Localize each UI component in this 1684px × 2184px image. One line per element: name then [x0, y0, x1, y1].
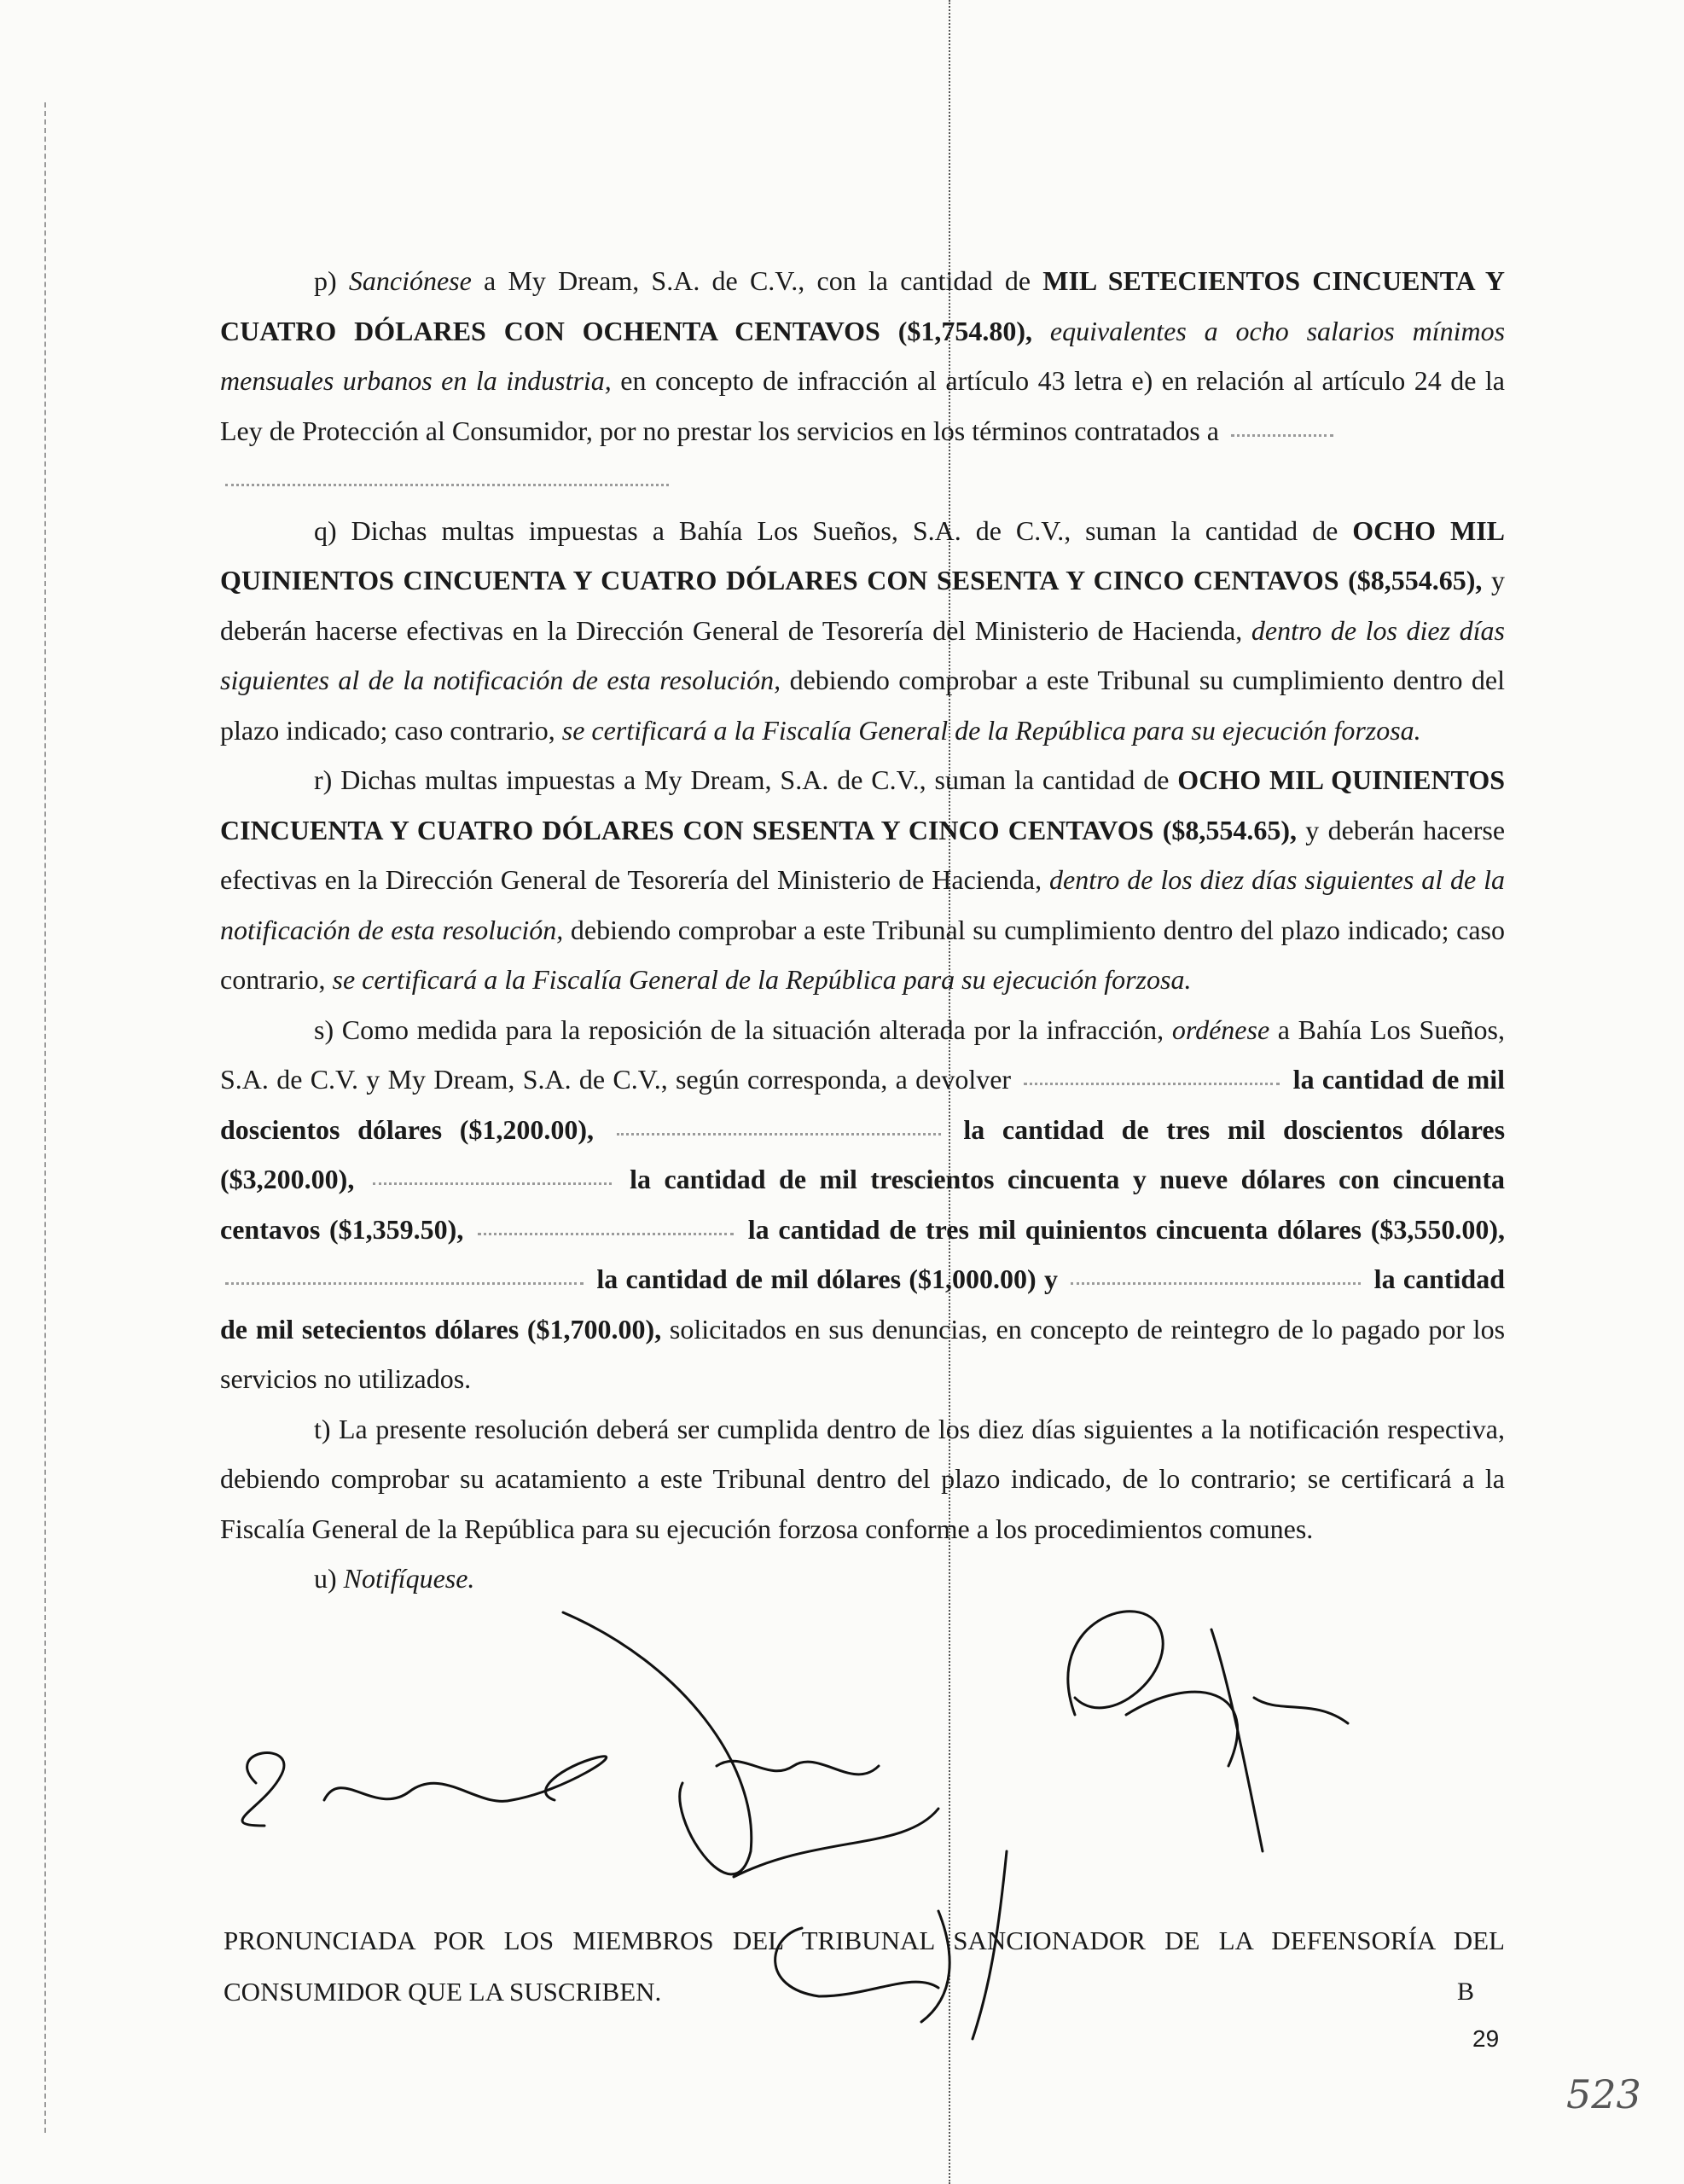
redacted-name: [373, 1179, 612, 1185]
sanction-verb: Sanciónese: [348, 265, 472, 296]
redacted-name: [617, 1130, 941, 1136]
redacted-name: [478, 1229, 734, 1235]
paragraph-u: u) Notifíquese.: [314, 1563, 475, 1594]
redacted-name: [1071, 1279, 1361, 1285]
paragraph-t: t) La presente resolución deberá ser cumplida dentro de los diez días siguientes a la notificación respectiva, debiendo comprobar su acatamiento a este Tribunal dentro del plazo indicado, de lo contrario; se certificará a la Fiscalía General de la República para su ejecución forzosa conforme a los procedimientos comunes.: [220, 1413, 1506, 1544]
signature-1: [242, 1753, 607, 1826]
signature-2: [563, 1612, 938, 1877]
handwritten-folio: 523: [1566, 2071, 1641, 2117]
closing-line-1: PRONUNCIADA POR LOS MIEMBROS DEL TRIBUNAL SANCIONADOR DE LA DEFENSORÍA DEL: [224, 1926, 1505, 1955]
signature-3: [1068, 1612, 1348, 1851]
binding-edge: [44, 102, 46, 2133]
fine-amount: MIL SETECIENTOS CINCUENTA Y CUATRO DÓLARES CON OCHENTA CENTAVOS ($1,754.80),: [220, 265, 1506, 346]
initial-mark: B: [1457, 1978, 1475, 2006]
paragraph-s: s) Como medida para la reposición de la situación alterada por la infracción, ordénese a Bahía Los Sueños, S.A. de C.V. y My Dream, S.A. de C.V., según corresponda, a devolver la cantidad de mil doscientos dólares ($1,200.00), la cantidad de tres mil doscientos dólares ($3,200.00), la cantidad de mil trescientos cincuenta y nueve dólares con cincuenta centavos ($1,359.50), la cantidad de tres mil quinientos cincuenta dólares ($3,550.00), la cantidad de mil dólares ($1,000.00) y la cantidad de mil setecientos dólares ($1,700.00), solicitados en sus denuncias, en concepto de reintegro de lo pagado por los servicios no utilizados.: [220, 1014, 1506, 1394]
redacted-name: [225, 1279, 584, 1285]
redacted-name: [1024, 1079, 1280, 1085]
closing-line-2: CONSUMIDOR QUE LA SUSCRIBEN.: [224, 1977, 662, 2007]
resolution-body: [220, 256, 1505, 1604]
total-amount: OCHO MIL QUINIENTOS CINCUENTA Y CUATRO DÓLARES CON SESENTA Y CINCO CENTAVOS ($8,554.65),: [220, 514, 1506, 595]
total-amount: OCHO MIL QUINIENTOS CINCUENTA Y CUATRO DÓLARES CON SESENTA Y CINCO CENTAVOS ($8,554.65),: [220, 764, 1506, 845]
paragraph-q: q) Dichas multas impuestas a Bahía Los Sueños, S.A. de C.V., suman la cantidad de OCHO MIL QUINIENTOS CINCUENTA Y CUATRO DÓLARES CON SESENTA Y CINCO CENTAVOS ($8,554.65), y deberán hacerse efectivas en la Dirección General de Tesorería del Ministerio de Hacienda, dentro de los diez días siguientes al de la notificación de esta resolución, debiendo comprobar a este Tribunal su cumplimiento dentro del plazo indicado; caso contrario, se certificará a la Fiscalía General de la República para su ejecución forzosa.: [220, 514, 1506, 746]
redacted-name: [1231, 431, 1333, 437]
redacted-name: [225, 480, 669, 486]
paragraph-r: r) Dichas multas impuestas a My Dream, S.A. de C.V., suman la cantidad de OCHO MIL QUINIENTOS CINCUENTA Y CUATRO DÓLARES CON SESENTA Y CINCO CENTAVOS ($8,554.65), y deberán hacerse efectivas en la Dirección General de Tesorería del Ministerio de Hacienda, dentro de los diez días siguientes al de la notificación de esta resolución, debiendo comprobar a este Tribunal su cumplimiento dentro del plazo indicado; caso contrario, se certificará a la Fiscalía General de la República para su ejecución forzosa.: [220, 764, 1506, 995]
paragraph-p: p) Sanciónese a My Dream, S.A. de C.V., con la cantidad de MIL SETECIENTOS CINCUENTA Y CUATRO DÓLARES CON OCHENTA CENTAVOS ($1,754.80), equivalentes a ocho salarios mínimos mensuales urbanos en la industria, en concepto de infracción al artículo 43 letra e) en relación al artículo 24 de la Ley de Protección al Consumidor, por no prestar los servicios en los términos contratados a: [220, 256, 1505, 506]
page-number: 29: [1472, 2025, 1500, 2052]
